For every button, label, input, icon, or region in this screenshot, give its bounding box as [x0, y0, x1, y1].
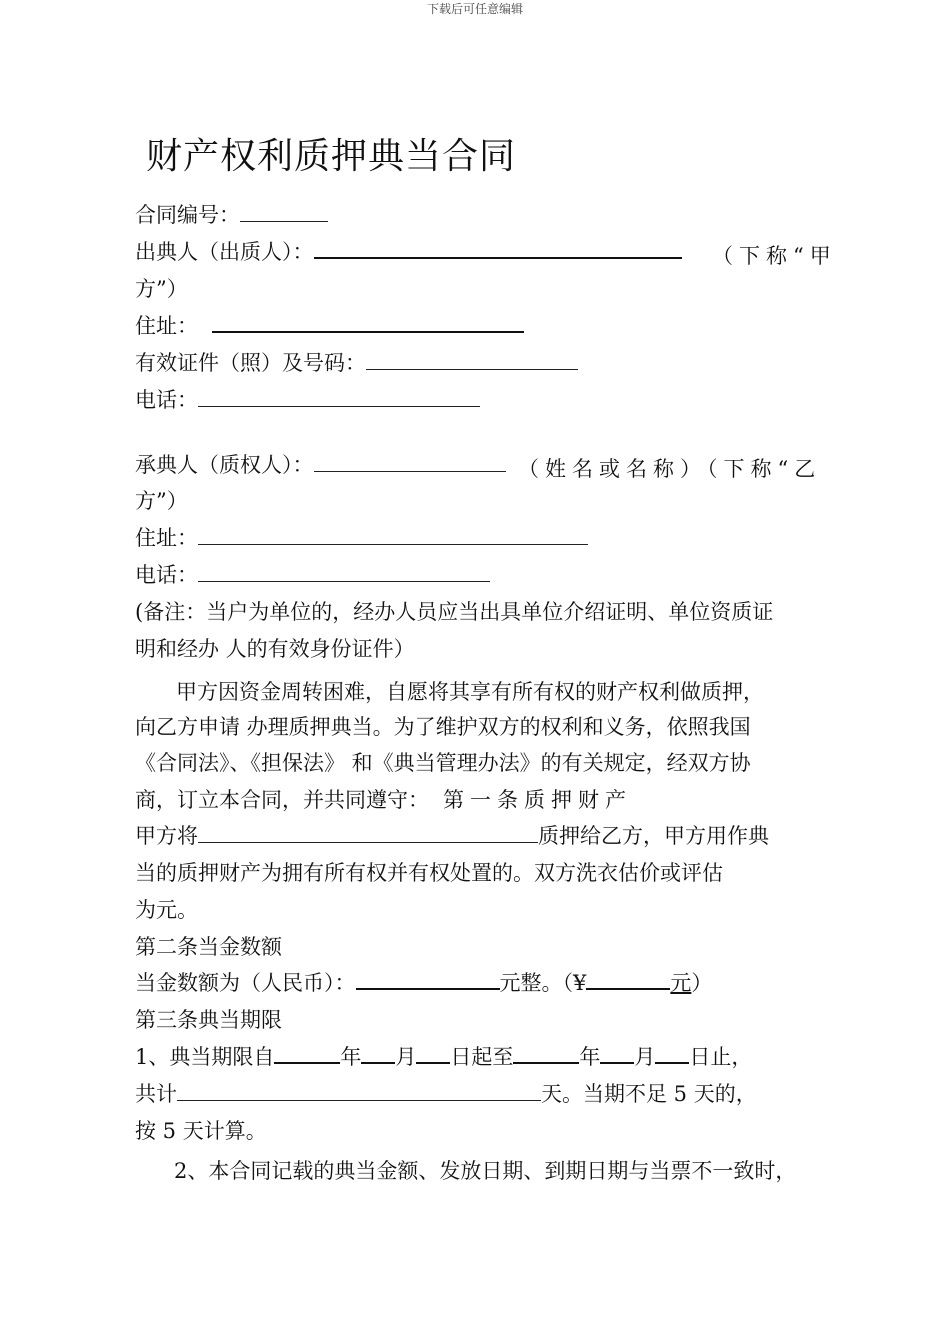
art2-yen-blank — [586, 968, 670, 990]
pledgor-suffix: （下称“甲 — [712, 244, 837, 268]
pledgor-suffix2: 方”） — [135, 277, 188, 301]
intro-line-3: 《合同法》、《担保法》 和《典当管理办法》的有关规定，经双方协 — [135, 751, 751, 775]
pledgee-line — [135, 450, 506, 480]
pledgor-address-line — [135, 311, 524, 341]
art3-l1-label: 1、典当期限自 — [135, 1045, 275, 1069]
pledgee-address-blank — [198, 524, 588, 545]
pledgor-phone-label: 电话： — [135, 388, 198, 412]
pledgee-phone-line — [135, 560, 490, 590]
day-to-label: 日止， — [689, 1045, 753, 1069]
art3-line-2 — [135, 1079, 757, 1109]
intro-line-2: 向乙方申请 办理质押典当。为了维护双方的权利和义务，依照我国 — [135, 715, 751, 739]
art3-item-2: 2、本合同记载的典当金额、发放日期、到期日期与当票不一致时， — [174, 1159, 797, 1183]
year-label-2: 年 — [579, 1045, 601, 1069]
pledgor-address-label: 住址： — [135, 314, 198, 338]
pledgor-line — [135, 237, 682, 267]
pledgor-address-blank — [212, 311, 524, 333]
pledgor-id-blank — [366, 349, 578, 370]
art2-amount-blank — [356, 968, 500, 990]
pledgee-phone-blank — [198, 561, 490, 582]
day-from-label: 日起至 — [450, 1045, 514, 1069]
remark-line-2: 明和经办 人的有效身份证件） — [135, 637, 415, 661]
start-month-blank — [361, 1042, 395, 1064]
end-day-blank — [655, 1042, 689, 1064]
intro-line-4a: 商，订立本合同，并共同遵守： — [135, 788, 429, 812]
article-1-title: 第一条质押财产 — [443, 788, 632, 812]
year-label: 年 — [340, 1045, 362, 1069]
end-year-blank — [513, 1042, 579, 1064]
pledgee-blank — [314, 451, 506, 472]
contract-no-label: 合同编号： — [135, 203, 240, 227]
pledgor-blank — [314, 237, 682, 259]
start-day-blank — [416, 1042, 450, 1064]
art2-line — [135, 968, 712, 998]
article-3-title: 第三条典当期限 — [135, 1008, 282, 1032]
pledgee-suffix: （姓名或名称）（下称“乙 — [518, 457, 822, 481]
pledgee-address-line — [135, 523, 588, 553]
pledgor-id-label: 有效证件（照）及号码： — [135, 351, 366, 375]
start-year-blank — [274, 1042, 340, 1064]
art1-line-1 — [135, 821, 769, 851]
art2-close: ） — [691, 971, 713, 995]
pledgor-label: 出典人（出质人）： — [135, 240, 314, 264]
art3-l2-label: 共计 — [135, 1082, 177, 1106]
contract-no-blank — [240, 201, 328, 222]
remark-line-1: (备注：当户为单位的，经办人员应当出具单位介绍证明、单位资质证 — [135, 600, 774, 624]
end-month-blank — [600, 1042, 634, 1064]
pledgee-label: 承典人（质权人）： — [135, 453, 314, 477]
art3-l2-tail: 天。当期不足 5 天的， — [541, 1082, 757, 1106]
pledgor-id-line — [135, 348, 578, 378]
art2-yuan: 元 — [670, 971, 692, 995]
art3-line-1 — [135, 1042, 752, 1072]
pledgee-address-label: 住址： — [135, 526, 198, 550]
month-label: 月 — [395, 1045, 417, 1069]
art3-line-3: 按 5 天计算。 — [135, 1119, 267, 1143]
art1-property-blank — [198, 822, 538, 843]
page-title: 财产权利质押典当合同 — [146, 136, 517, 177]
header-note: 下载后可任意编辑 — [426, 2, 523, 16]
art1-line-2: 当的质押财产为拥有所有权并有权处置的。双方洗衣估价或评估 — [135, 861, 723, 885]
art2-unit: 元整。（¥ — [499, 971, 587, 995]
pledgee-suffix2: 方”） — [135, 489, 188, 513]
art1-line-3: 为元。 — [135, 898, 198, 922]
pledgor-phone-line — [135, 385, 480, 415]
art2-label: 当金数额为（人民币）： — [135, 971, 356, 995]
intro-line-1: 甲方因资金周转困难，自愿将其享有所有权的财产权利做质押， — [176, 680, 764, 704]
art1-line-1a: 甲方将 — [135, 824, 198, 848]
pledgee-phone-label: 电话： — [135, 563, 198, 587]
pledgor-phone-blank — [198, 386, 480, 407]
month-label-2: 月 — [634, 1045, 656, 1069]
contract-no-line — [135, 200, 328, 230]
total-days-blank — [177, 1080, 541, 1101]
article-2-title: 第二条当金数额 — [135, 935, 282, 959]
art1-line-1b: 质押给乙方，甲方用作典 — [538, 824, 769, 848]
intro-line-4 — [135, 785, 632, 815]
